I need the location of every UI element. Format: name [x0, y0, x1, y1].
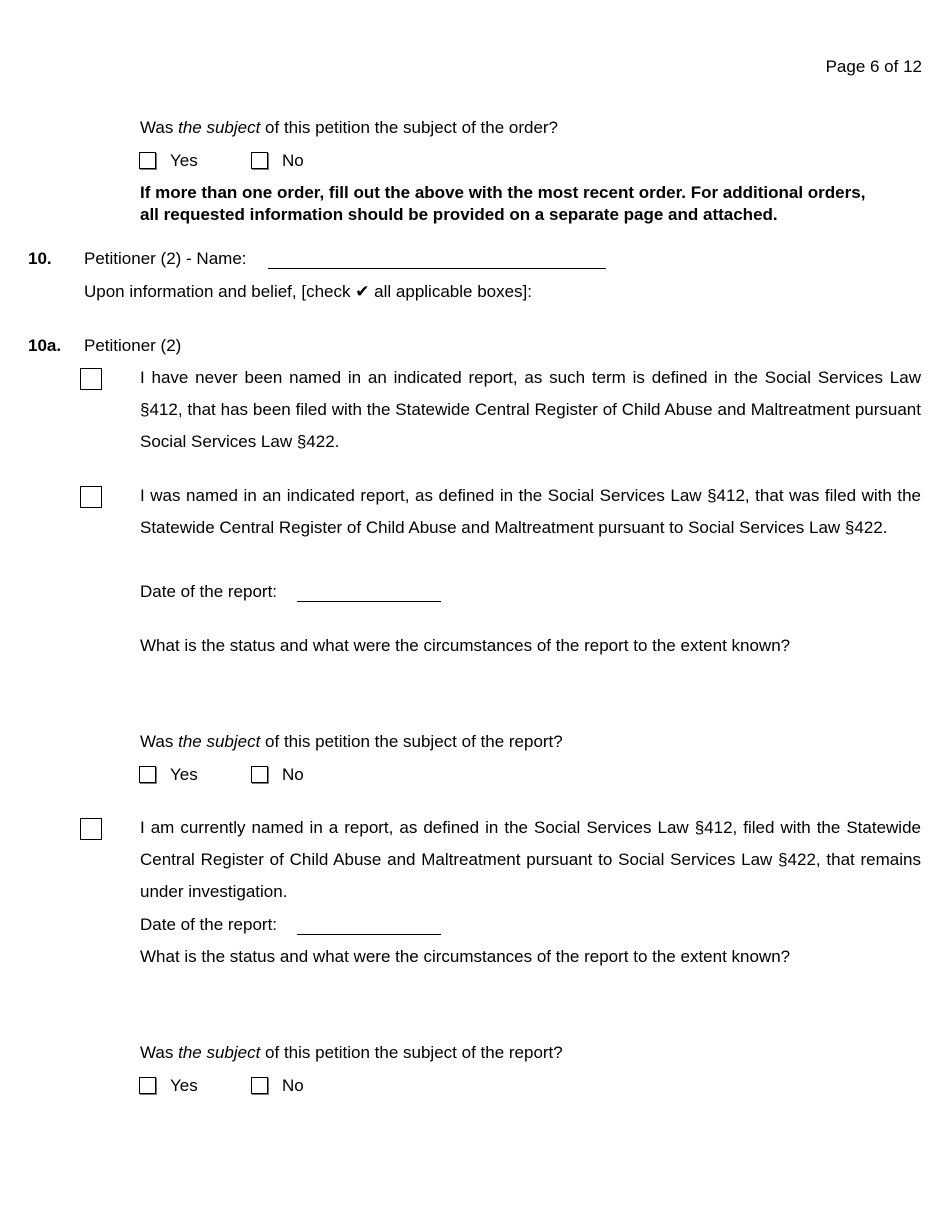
section-10a-number: 10a. — [28, 336, 62, 355]
option3-status-question: What is the status and what were the circumstances of the report to the extent known? — [140, 947, 791, 966]
section-10a-label: Petitioner (2) — [84, 336, 182, 355]
multiple-orders-note-line2: all requested information should be provided on a separate page and attached. — [140, 205, 778, 224]
under-investigation-checkbox[interactable] — [80, 818, 102, 840]
option2-status-question: What is the status and what were the circumstances of the report to the extent known? — [140, 636, 791, 655]
page-number: Page 6 of 12 — [825, 57, 922, 76]
never-named-checkbox[interactable] — [80, 368, 102, 390]
option2-yes-checkbox[interactable] — [139, 766, 156, 783]
order-yes-checkbox[interactable] — [139, 152, 156, 169]
order-subject-question — [140, 118, 558, 138]
indicated-report-text: I was named in an indicated report, as defined in the Social Services Law §412, that was filed with the Statewide Central Register of Child Abuse and Maltreatment pursuant to Social Services Law §422. — [140, 486, 921, 537]
never-named-text: I have never been named in an indicated report, as such term is defined in the Social Services Law §412, that has been filed with the Statewide Central Register of Child Abuse and Maltreatment pursuant Social Services Law §422. — [140, 368, 921, 451]
option2-yes-label: Yes — [170, 765, 198, 784]
question-emphasis: the subject — [178, 118, 261, 137]
option2-subject-question — [140, 732, 563, 752]
question-prefix: Was — [140, 732, 179, 751]
multiple-orders-note-line1: If more than one order, fill out the above with the most recent order. For additional orders, — [140, 183, 866, 202]
question-prefix: Was — [140, 118, 179, 137]
option3-subject-question — [140, 1043, 563, 1063]
question-suffix: of this petition the subject of the report? — [260, 1043, 563, 1062]
question-suffix: of this petition the subject of the report? — [260, 732, 563, 751]
section-10-number: 10. — [28, 249, 52, 268]
option2-no-checkbox[interactable] — [251, 766, 268, 783]
check-instruction: Upon information and belief, [check ✔ all applicable boxes]: — [84, 282, 533, 301]
option2-date-label: Date of the report: — [140, 582, 278, 601]
option2-no-label: No — [282, 765, 304, 784]
option2-date-field[interactable] — [297, 601, 441, 602]
option3-yes-checkbox[interactable] — [139, 1077, 156, 1094]
indicated-report-checkbox[interactable] — [80, 486, 102, 508]
petitioner2-name-field[interactable] — [268, 268, 606, 269]
petitioner2-name-label: Petitioner (2) - Name: — [84, 249, 247, 268]
option3-no-checkbox[interactable] — [251, 1077, 268, 1094]
question-emphasis: the subject — [178, 1043, 261, 1062]
order-no-checkbox[interactable] — [251, 152, 268, 169]
question-prefix: Was — [140, 1043, 179, 1062]
option3-date-field[interactable] — [297, 934, 441, 935]
question-suffix: of this petition the subject of the order? — [260, 118, 559, 137]
option3-no-label: No — [282, 1076, 304, 1095]
order-no-label: No — [282, 151, 304, 170]
option3-yes-label: Yes — [170, 1076, 198, 1095]
option3-date-label: Date of the report: — [140, 915, 278, 934]
under-investigation-text: I am currently named in a report, as defined in the Social Services Law §412, filed with the Statewide Central Register of Child Abuse and Maltreatment pursuant to Social Services Law §422, that remains under investigation. — [140, 818, 921, 901]
order-yes-label: Yes — [170, 151, 198, 170]
question-emphasis: the subject — [178, 732, 261, 751]
